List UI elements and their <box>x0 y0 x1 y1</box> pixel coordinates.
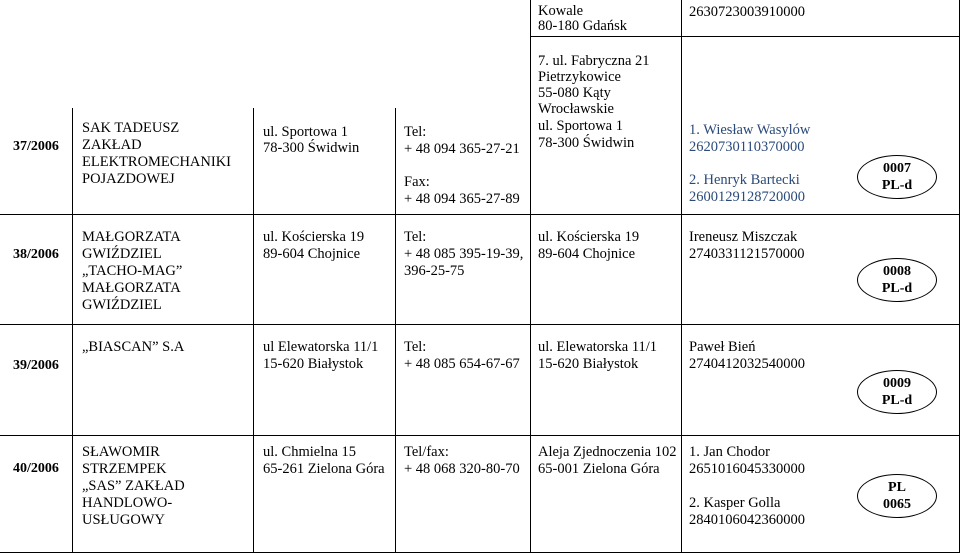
company-name-line: MAŁGORZATA <box>82 229 181 245</box>
approval-mark-code: 0009 <box>883 376 911 391</box>
row-divider <box>0 214 960 215</box>
approval-mark-oval <box>857 155 937 199</box>
workshop-address-line: ul. Elewatorska 11/1 <box>538 339 658 355</box>
company-name-line: „TACHO-MAG” <box>82 263 183 279</box>
person-name: 2. Kasper Golla <box>689 495 781 511</box>
person-name: 1. Jan Chodor <box>689 444 770 460</box>
row-divider <box>530 36 960 37</box>
row-divider <box>0 324 960 325</box>
contact-line: + 48 085 395-19-39, <box>404 246 524 262</box>
column-divider <box>395 108 396 553</box>
address-line: ul Elewatorska 11/1 <box>263 339 379 355</box>
contact-line: Tel/fax: <box>404 444 449 460</box>
workshop-address-line: Wrocławskie <box>538 101 614 117</box>
top-address-line: Kowale <box>538 3 584 19</box>
approval-mark-code: PL-d <box>881 393 913 408</box>
entry-number: 37/2006 <box>13 139 59 154</box>
person-name: Ireneusz Miszczak <box>689 229 798 245</box>
approval-mark-code: PL-d <box>881 281 913 296</box>
row-divider <box>0 435 960 436</box>
contact-line: Tel: <box>404 124 427 140</box>
approval-mark-code: PL <box>888 480 906 495</box>
workshop-address-line: ul. Sportowa 1 <box>538 118 623 134</box>
company-name-line: POJAZDOWEJ <box>82 171 175 187</box>
column-divider <box>253 108 254 553</box>
address-line: 89-604 Chojnice <box>263 246 361 262</box>
company-name-line: SŁAWOMIR <box>82 444 160 460</box>
workshop-address-line: ul. Kościerska 19 <box>538 229 640 245</box>
company-name-line: „BIASCAN” S.A <box>82 339 185 355</box>
company-name-line: SAK TADEUSZ <box>82 120 180 136</box>
address-line: ul. Kościerska 19 <box>263 229 365 245</box>
column-divider <box>72 108 73 553</box>
workshop-address-line: 15-620 Białystok <box>538 356 639 372</box>
person-id: 2620730110370000 <box>689 139 805 155</box>
company-name-line: ELEKTROMECHANIKI <box>82 154 232 170</box>
company-name-line: GWIŹDZIEL <box>82 246 162 262</box>
company-name-line: „SAS” ZAKŁAD <box>82 478 185 494</box>
company-name-line: ZAKŁAD <box>82 137 142 153</box>
workshop-address-line: 78-300 Świdwin <box>538 135 635 151</box>
approval-mark-code: 0065 <box>883 497 911 512</box>
entry-number: 38/2006 <box>13 247 59 262</box>
workshop-address-line: Aleja Zjednoczenia 102 <box>538 444 677 460</box>
approval-mark-oval <box>857 474 937 518</box>
workshop-address-line: Pietrzykowice <box>538 69 621 85</box>
person-name: 2. Henryk Bartecki <box>689 172 800 188</box>
person-id: 2600129128720000 <box>689 189 805 205</box>
address-line: 78-300 Świdwin <box>263 140 360 156</box>
company-name-line: HANDLOWO- <box>82 495 173 511</box>
address-line: 15-620 Białystok <box>263 356 364 372</box>
contact-line: + 48 068 320-80-70 <box>404 461 520 477</box>
contact-line: + 48 094 365-27-21 <box>404 141 520 157</box>
company-name-line: MAŁGORZATA <box>82 280 181 296</box>
address-line: 65-261 Zielona Góra <box>263 461 385 477</box>
approval-mark-oval <box>857 258 937 302</box>
top-address-line: 80-180 Gdańsk <box>538 18 628 34</box>
person-id: 2740331121570000 <box>689 246 805 262</box>
workshop-address-line: 65-001 Zielona Góra <box>538 461 660 477</box>
column-divider <box>681 0 682 553</box>
workshop-address-line: 7. ul. Fabryczna 21 <box>538 53 650 69</box>
contact-line: Tel: <box>404 229 427 245</box>
approval-mark-oval <box>857 370 937 414</box>
top-id-number: 2630723003910000 <box>689 4 805 20</box>
contact-line: Fax: <box>404 174 430 190</box>
contact-line: Tel: <box>404 339 427 355</box>
person-name: Paweł Bień <box>689 339 756 355</box>
contact-line: + 48 085 654-67-67 <box>404 356 520 372</box>
person-name: 1. Wiesław Wasylów <box>689 122 811 138</box>
column-divider <box>530 0 531 553</box>
person-id: 2840106042360000 <box>689 512 805 528</box>
company-name-line: USŁUGOWY <box>82 512 165 528</box>
company-name-line: GWIŹDZIEL <box>82 297 162 313</box>
approval-mark-code: 0008 <box>883 264 911 279</box>
approval-mark-code: PL-d <box>881 178 913 193</box>
entry-number: 39/2006 <box>13 358 59 373</box>
person-id: 2740412032540000 <box>689 356 805 372</box>
workshop-address-line: 55-080 Kąty <box>538 85 611 101</box>
address-line: ul. Chmielna 15 <box>263 444 357 460</box>
address-line: ul. Sportowa 1 <box>263 124 348 140</box>
contact-line: 396-25-75 <box>404 263 465 279</box>
entry-number: 40/2006 <box>13 461 59 476</box>
person-id: 2651016045330000 <box>689 461 805 477</box>
company-name-line: STRZEMPEK <box>82 461 167 477</box>
contact-line: + 48 094 365-27-89 <box>404 191 520 207</box>
approval-mark-code: 0007 <box>883 161 911 176</box>
workshop-address-line: 89-604 Chojnice <box>538 246 636 262</box>
